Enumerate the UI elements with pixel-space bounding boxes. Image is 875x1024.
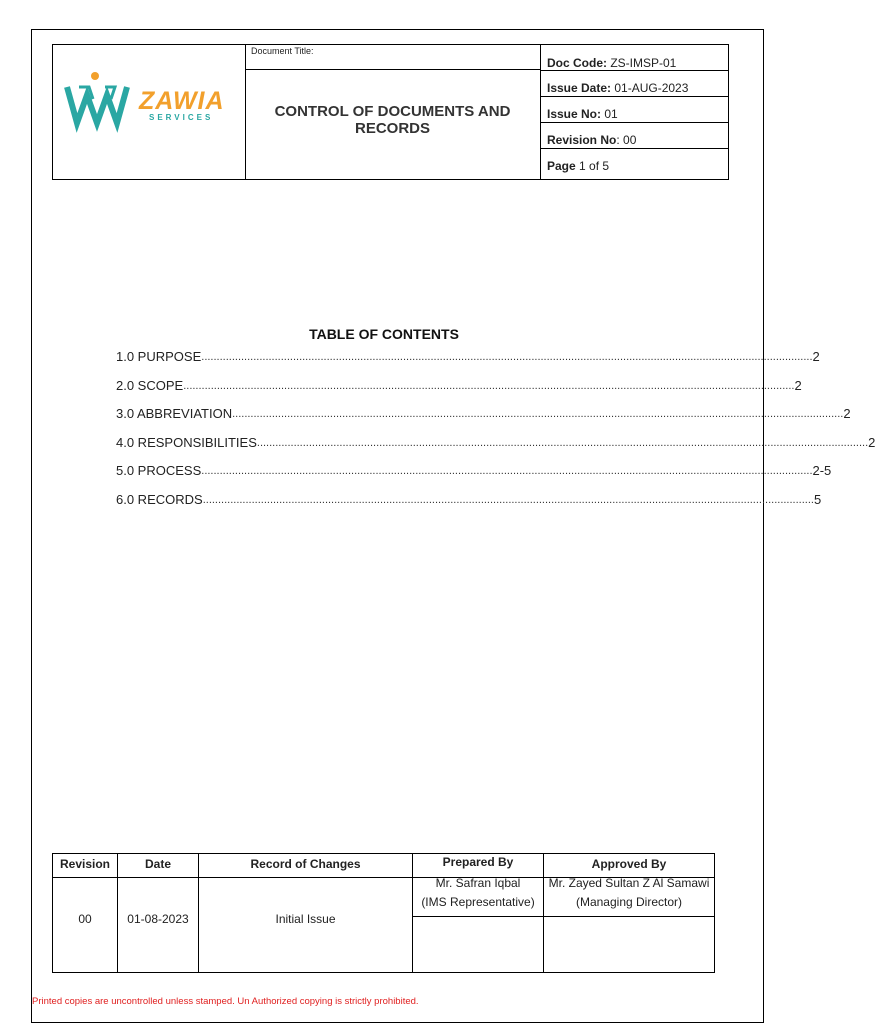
toc-entry-label: 5.0 PROCESS: [116, 463, 202, 478]
date-header: Date: [118, 854, 198, 878]
toc-title: TABLE OF CONTENTS: [309, 326, 459, 342]
issue-no-row: [541, 97, 728, 123]
toc-entry-page: 2: [843, 406, 851, 421]
revision-header: Revision: [53, 854, 117, 878]
table-of-contents: [116, 348, 875, 519]
prepared-name: Mr. Safran Iqbal: [435, 876, 521, 890]
toc-entry-page: 2-5: [812, 463, 832, 478]
toc-entry-label: 6.0 RECORDS: [116, 491, 203, 507]
zawia-logo-icon: [63, 71, 133, 131]
date-column: [118, 854, 199, 972]
logo-wordmark: ZAWIA: [139, 87, 225, 115]
prepared-signature-divider: [413, 916, 543, 917]
doc-code-label: Doc Code:: [547, 56, 607, 70]
footer-disclaimer: Printed copies are uncontrolled unless stamped. Un Authorized copying is strictly prohibited.: [32, 996, 419, 1007]
doc-code-value: ZS-IMSP-01: [607, 56, 677, 70]
toc-leader-dots: ........................................................................................................................................................................................................: [256, 436, 869, 449]
changes-column: [199, 854, 413, 972]
meta-cell: [541, 45, 728, 179]
toc-entry[interactable]: [116, 491, 822, 520]
revision-table: [52, 853, 715, 973]
toc-entry-label: 4.0 RESPONSIBILITIES: [116, 434, 257, 450]
toc-leader-dots: ........................................................................................................................................................................................................: [201, 465, 813, 477]
page-row: [541, 149, 728, 179]
logo-cell: [53, 45, 246, 179]
toc-entry-page: 2: [868, 434, 875, 450]
toc-entry-label: 1.0 PURPOSE: [116, 349, 202, 364]
toc-entry-label: 3.0 ABBREVIATION: [116, 406, 233, 421]
revision-no-row: [541, 123, 728, 149]
revision-column: [53, 854, 118, 972]
changes-value: Initial Issue: [275, 912, 336, 926]
approved-signature-divider: [544, 916, 714, 917]
date-value: 01-08-2023: [127, 912, 189, 926]
toc-entry-page: 2: [812, 349, 820, 364]
page-value: 1 of 5: [575, 159, 610, 173]
toc-entry-label: 2.0 SCOPE: [116, 377, 184, 393]
prepared-header: Prepared By: [413, 854, 543, 878]
revision-no-label: Revision No: [547, 133, 617, 147]
issue-no-label: Issue No:: [547, 107, 602, 121]
approved-header: Approved By: [544, 854, 714, 878]
approved-column: [544, 854, 714, 972]
toc-entry-page: 5: [813, 491, 822, 507]
toc-leader-dots: ........................................................................................................................................................................................................: [201, 351, 813, 363]
toc-entry[interactable]: [116, 405, 851, 434]
page-label: Page: [547, 159, 576, 173]
toc-entry[interactable]: [116, 377, 802, 406]
approved-name: Mr. Zayed Sultan Z Al Samawi: [548, 876, 710, 890]
issue-no-value: 01: [601, 107, 618, 121]
toc-entry[interactable]: [116, 434, 875, 463]
toc-entry[interactable]: [116, 462, 832, 491]
title-cell: [245, 45, 541, 179]
revision-value: 00: [78, 912, 92, 926]
toc-leader-dots: ........................................................................................................................................................................................................: [183, 379, 795, 392]
document-header: [52, 44, 729, 180]
issue-date-row: [541, 71, 728, 97]
logo-subtitle: SERVICES: [149, 113, 214, 122]
toc-entry-page: 2: [794, 377, 802, 393]
changes-header: Record of Changes: [199, 854, 412, 878]
toc-entry[interactable]: [116, 348, 820, 377]
prepared-role: (IMS Representative): [421, 895, 535, 909]
toc-leader-dots: ........................................................................................................................................................................................................: [202, 493, 814, 506]
approved-role: (Managing Director): [575, 895, 683, 909]
document-title-label: Document Title:: [245, 45, 540, 70]
toc-leader-dots: ........................................................................................................................................................................................................: [232, 408, 844, 420]
issue-date-value: 01-AUG-2023: [611, 81, 689, 95]
doc-code-row: [541, 45, 728, 71]
issue-date-label: Issue Date:: [547, 81, 612, 95]
revision-no-value: : 00: [616, 133, 637, 147]
document-title: CONTROL OF DOCUMENTS AND RECORDS: [274, 103, 511, 137]
prepared-column: [413, 854, 544, 972]
